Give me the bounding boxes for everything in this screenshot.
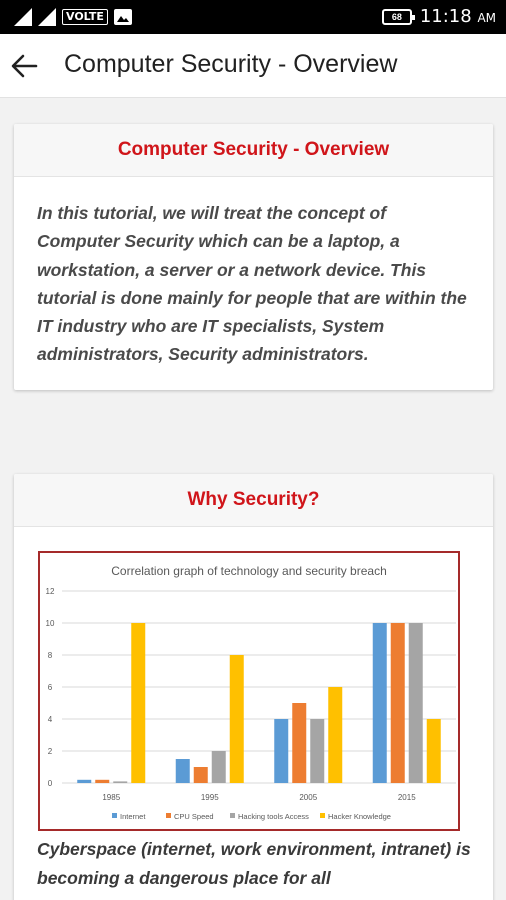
card-heading: Why Security? — [14, 474, 493, 527]
clock-ampm: AM — [477, 11, 496, 25]
legend-label: Hacker Knowledge — [328, 812, 391, 821]
status-bar — [0, 0, 506, 34]
bar — [310, 719, 324, 783]
bar — [373, 623, 387, 783]
legend-label: Hacking tools Access — [238, 812, 309, 821]
status-right — [382, 6, 496, 27]
card-body-text: In this tutorial, we will treat the concept of Computer Security which can be a laptop, a workstation, a server or a network device. This tutorial is done mainly for people that are within the IT industry who are IT specialists, System administrators, Security administrators. — [37, 203, 467, 365]
card-heading: Computer Security - Overview — [14, 124, 493, 177]
battery-icon — [382, 9, 412, 25]
card-body-text: Cyberspace (internet, work environment, intranet) is becoming a dangerous place for all — [37, 839, 471, 888]
back-arrow-icon[interactable] — [10, 52, 38, 80]
legend-swatch — [112, 813, 117, 818]
bar — [77, 780, 91, 783]
chart-frame — [38, 551, 460, 831]
bar — [95, 780, 109, 783]
status-left — [14, 8, 132, 26]
battery-level: 68 — [391, 11, 402, 22]
clock — [420, 6, 496, 27]
overview-card — [14, 124, 493, 390]
bar — [113, 781, 127, 783]
bar — [427, 719, 441, 783]
y-tick-label: 6 — [47, 683, 53, 692]
bar — [409, 623, 423, 783]
page-title: Computer Security - Overview — [64, 50, 398, 78]
signal-strength-2-icon — [38, 8, 56, 26]
bar — [230, 655, 244, 783]
image-notification-icon — [114, 9, 132, 25]
chart-title: Correlation graph of technology and security breach — [111, 564, 387, 578]
bar — [391, 623, 405, 783]
x-tick-label: 1985 — [102, 793, 121, 802]
legend-label: CPU Speed — [174, 812, 214, 821]
why-security-card — [14, 474, 493, 900]
bar — [274, 719, 288, 783]
bar — [212, 751, 226, 783]
legend-swatch — [166, 813, 171, 818]
clock-time: 11:18 — [419, 6, 472, 27]
x-tick-label: 2005 — [299, 793, 318, 802]
y-tick-label: 10 — [45, 619, 55, 628]
volte-badge: VOLTE — [62, 9, 108, 25]
y-tick-label: 12 — [45, 587, 55, 596]
legend-swatch — [230, 813, 235, 818]
bar — [194, 767, 208, 783]
correlation-chart — [40, 553, 458, 829]
bar — [292, 703, 306, 783]
y-tick-label: 2 — [47, 747, 53, 756]
y-tick-label: 0 — [47, 779, 53, 788]
y-tick-label: 8 — [47, 651, 53, 660]
y-tick-label: 4 — [47, 715, 53, 724]
bar — [328, 687, 342, 783]
legend-label: Internet — [120, 812, 146, 821]
x-tick-label: 1995 — [200, 793, 219, 802]
app-bar — [0, 34, 506, 98]
x-tick-label: 2015 — [397, 793, 416, 802]
signal-strength-icon — [14, 8, 32, 26]
bar — [131, 623, 145, 783]
bar — [176, 759, 190, 783]
legend-swatch — [320, 813, 325, 818]
